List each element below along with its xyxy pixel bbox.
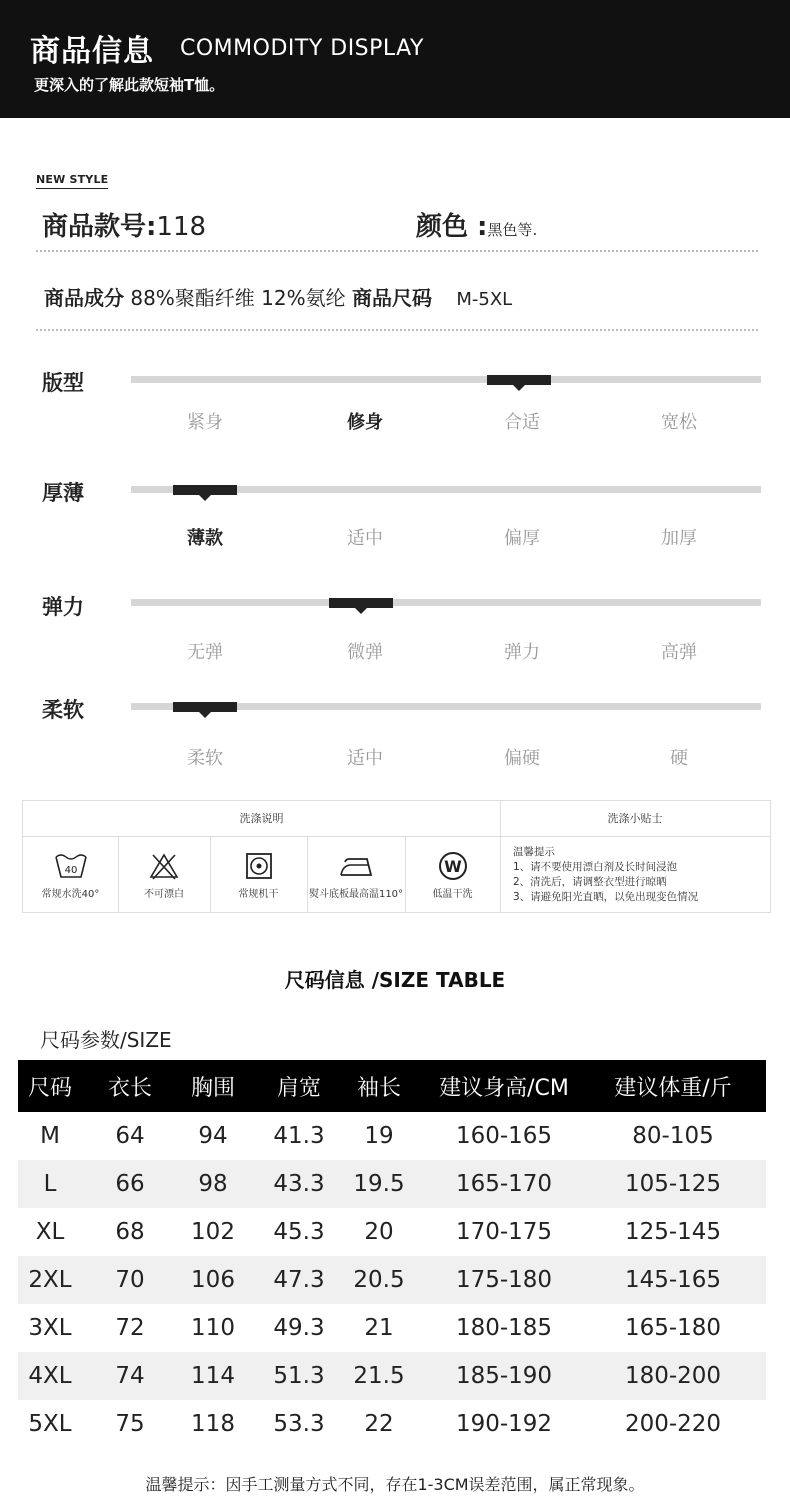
table-cell: 72 xyxy=(115,1315,145,1341)
table-row xyxy=(18,1400,766,1448)
color-info xyxy=(416,206,537,243)
slider-option: 宽松 xyxy=(661,412,697,433)
care-tips xyxy=(513,845,698,905)
svg-text:W: W xyxy=(443,857,462,876)
table-cell: L xyxy=(43,1171,57,1197)
header-subtitle: 更深入的了解此款短袖T恤。 xyxy=(34,76,225,94)
divider xyxy=(500,801,501,912)
table-cell: 185-190 xyxy=(455,1363,553,1389)
tip-line: 1、请不要使用漂白剂及长时间浸泡 xyxy=(513,861,678,873)
slider-option: 偏硬 xyxy=(504,748,540,769)
table-cell: 145-165 xyxy=(624,1267,722,1293)
tumble-dry-icon xyxy=(244,851,274,881)
table-cell: 45.3 xyxy=(273,1219,325,1245)
slider-option: 无弹 xyxy=(187,642,223,663)
table-cell: 94 xyxy=(198,1123,228,1149)
table-cell: 21 xyxy=(364,1315,394,1341)
style-number-label: 商品款号: xyxy=(42,212,157,242)
table-cell: 41.3 xyxy=(273,1123,325,1149)
slider-marker xyxy=(329,598,393,608)
attribute-label: 弹力 xyxy=(42,595,84,619)
table-cell: 114 xyxy=(191,1363,235,1389)
slider-option: 偏厚 xyxy=(504,528,540,549)
slider-option: 适中 xyxy=(347,748,383,769)
table-row xyxy=(18,1112,766,1160)
table-cell: 66 xyxy=(115,1171,145,1197)
table-cell: 51.3 xyxy=(273,1363,325,1389)
slider-option: 高弹 xyxy=(661,642,697,663)
slider-option: 适中 xyxy=(347,528,383,549)
table-cell: 165-170 xyxy=(455,1171,553,1197)
size-table-subtitle: 尺码参数/SIZE xyxy=(40,1028,172,1052)
table-cell: 75 xyxy=(115,1411,145,1437)
table-cell: 64 xyxy=(115,1123,145,1149)
divider xyxy=(36,329,758,331)
table-row xyxy=(18,1304,766,1352)
table-cell: 74 xyxy=(115,1363,145,1389)
slider-marker xyxy=(173,485,237,495)
table-cell: 43.3 xyxy=(273,1171,325,1197)
table-cell: 190-192 xyxy=(455,1411,553,1437)
table-cell: 105-125 xyxy=(624,1171,722,1197)
svg-text:40: 40 xyxy=(64,865,77,876)
tip-line: 温馨提示 xyxy=(513,846,555,858)
care-item-wash xyxy=(23,837,118,912)
column-header: 胸围 xyxy=(190,1075,235,1101)
table-cell: 170-175 xyxy=(455,1219,553,1245)
table-cell: XL xyxy=(35,1219,65,1245)
table-cell: 47.3 xyxy=(273,1267,325,1293)
table-cell: 3XL xyxy=(28,1315,72,1341)
care-label-dryclean: 低温干洗 xyxy=(432,889,473,900)
care-item-dry xyxy=(210,837,307,912)
table-cell: 68 xyxy=(115,1219,145,1245)
tips-header: 洗涤小贴士 xyxy=(500,801,770,837)
table-cell: 5XL xyxy=(28,1411,72,1437)
color-label: 颜色 : xyxy=(416,212,488,242)
footnote: 温馨提示：因手工测量方式不同，存在1-3CM误差范围，属正常现象。 xyxy=(145,1475,645,1494)
table-cell: 110 xyxy=(191,1315,235,1341)
table-cell: 20 xyxy=(364,1219,394,1245)
wash-header: 洗涤说明 xyxy=(23,801,500,837)
column-header: 袖长 xyxy=(356,1075,401,1101)
header-banner xyxy=(0,0,790,118)
header-title-cn: 商品信息 xyxy=(30,34,154,69)
table-cell: 20.5 xyxy=(353,1267,405,1293)
no-bleach-icon xyxy=(147,851,181,881)
table-cell: 118 xyxy=(191,1411,235,1437)
care-item-iron xyxy=(307,837,405,912)
slider-marker xyxy=(487,375,551,385)
table-row xyxy=(18,1256,766,1304)
size-table-title: 尺码信息 /SIZE TABLE xyxy=(284,968,506,992)
table-header-row xyxy=(18,1060,766,1112)
column-header: 尺码 xyxy=(27,1075,72,1101)
care-label-iron: 熨斗底板最高温110° xyxy=(308,889,404,900)
table-cell: 53.3 xyxy=(273,1411,325,1437)
table-cell: 180-200 xyxy=(624,1363,722,1389)
slider-option: 合适 xyxy=(504,412,540,433)
table-cell: 4XL xyxy=(28,1363,72,1389)
table-row xyxy=(18,1208,766,1256)
column-header: 肩宽 xyxy=(276,1075,321,1101)
low-temp-dry-clean-icon xyxy=(437,851,469,881)
slider-option: 微弹 xyxy=(347,642,383,663)
size-value: M-5XL xyxy=(456,289,513,310)
table-cell: 2XL xyxy=(28,1267,72,1293)
divider xyxy=(36,250,758,252)
material-info xyxy=(44,282,512,311)
column-header: 建议身高/CM xyxy=(439,1075,569,1101)
care-item-bleach xyxy=(118,837,210,912)
table-row xyxy=(18,1352,766,1400)
slider-option: 加厚 xyxy=(661,528,697,549)
table-cell: 200-220 xyxy=(624,1411,722,1437)
table-cell: 125-145 xyxy=(624,1219,722,1245)
size-table xyxy=(18,1060,766,1448)
attribute-label: 厚薄 xyxy=(42,481,84,505)
new-style-tag: NEW STYLE xyxy=(36,173,108,189)
slider-option: 柔软 xyxy=(187,748,223,769)
table-cell: 175-180 xyxy=(455,1267,553,1293)
table-cell: 49.3 xyxy=(273,1315,325,1341)
attribute-label: 版型 xyxy=(42,371,84,395)
table-cell: 98 xyxy=(198,1171,228,1197)
table-cell: 70 xyxy=(115,1267,145,1293)
table-cell: 80-105 xyxy=(632,1123,714,1149)
slider-track xyxy=(131,376,761,383)
table-cell: 160-165 xyxy=(455,1123,553,1149)
attribute-label: 柔软 xyxy=(42,698,84,722)
table-cell: 165-180 xyxy=(624,1315,722,1341)
care-item-dryclean xyxy=(405,837,500,912)
care-label-dry: 常规机干 xyxy=(238,889,279,900)
column-header: 建议体重/斤 xyxy=(614,1075,732,1101)
column-header: 衣长 xyxy=(107,1075,152,1101)
tip-line: 3、请避免阳光直晒，以免出现变色情况 xyxy=(513,891,699,903)
material-value: 88%聚酯纤维 12%氨纶 xyxy=(130,286,346,310)
table-cell: 19.5 xyxy=(353,1171,405,1197)
style-number-value: 118 xyxy=(156,212,207,242)
slider-option: 薄款 xyxy=(187,528,223,549)
table-cell: 106 xyxy=(191,1267,235,1293)
slider-option: 弹力 xyxy=(504,642,540,663)
wash-40-icon xyxy=(53,851,89,881)
slider-track xyxy=(131,599,761,606)
slider-option: 紧身 xyxy=(187,412,223,433)
care-label-bleach: 不可漂白 xyxy=(144,889,184,900)
iron-icon xyxy=(337,851,375,881)
style-number xyxy=(42,206,206,243)
table-cell: 19 xyxy=(364,1123,394,1149)
table-cell: M xyxy=(40,1123,60,1149)
header-title-en: COMMODITY DISPLAY xyxy=(180,36,424,61)
color-value: 黑色等. xyxy=(487,221,538,239)
slider-option: 修身 xyxy=(347,412,383,433)
table-cell: 180-185 xyxy=(455,1315,553,1341)
size-label: 商品尺码 xyxy=(351,286,432,310)
care-instructions xyxy=(22,800,771,913)
slider-marker xyxy=(173,702,237,712)
tip-line: 2、清洗后，请调整衣型进行晾晒 xyxy=(513,876,667,888)
table-cell: 22 xyxy=(364,1411,394,1437)
table-cell: 21.5 xyxy=(353,1363,405,1389)
material-label: 商品成分 xyxy=(44,286,124,310)
table-row xyxy=(18,1160,766,1208)
care-label-wash: 常规水洗40° xyxy=(41,889,100,900)
slider-option: 硬 xyxy=(670,748,688,769)
table-cell: 102 xyxy=(191,1219,235,1245)
